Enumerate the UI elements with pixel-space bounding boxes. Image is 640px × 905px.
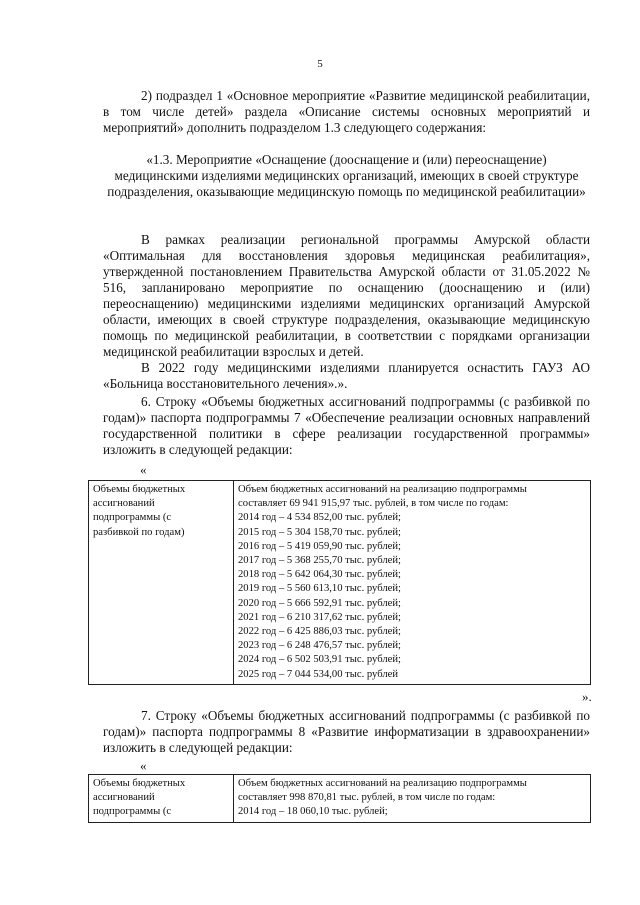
table-value-line: Объем бюджетных ассигнований на реализацию подпрограммы	[238, 484, 527, 495]
opening-quote-1: «	[140, 462, 147, 477]
item-2-paragraph: 2) подраздел 1 «Основное мероприятие «Развитие медицинской реабилитации, в том числе детей» раздела «Описание системы основных мероприятий и мероприятий» дополнить подразделом 1.3 следующего содержания:	[103, 88, 590, 135]
table-value-line: 2024 год – 6 502 503,91 тыс. рублей;	[238, 654, 401, 666]
table-value-line: 2025 год – 7 044 534,00 тыс. рублей	[238, 668, 399, 680]
table-value-line: 2017 год – 5 368 255,70 тыс. рублей;	[238, 555, 401, 567]
table-value-line: Объем бюджетных ассигнований на реализацию подпрограммы	[238, 778, 527, 789]
table-value-line: 2016 год – 5 419 059,90 тыс. рублей;	[238, 540, 401, 552]
table-value-cell	[234, 481, 591, 685]
table-row	[89, 481, 591, 685]
table-label-cell	[89, 481, 234, 685]
table-label-line: подпрограммы (с	[93, 806, 172, 818]
budget-table-subprogram-7	[88, 480, 591, 685]
closing-quote: ».	[582, 689, 592, 704]
table-value-line: 2014 год – 4 534 852,00 тыс. рублей;	[238, 512, 401, 524]
table-value-line: 2018 год – 5 642 064,30 тыс. рублей;	[238, 569, 401, 581]
table-value-line: 2020 год – 5 666 592,91 тыс. рублей;	[238, 597, 401, 609]
table-value-line: 2022 год – 6 425 886,03 тыс. рублей;	[238, 626, 401, 638]
item-7-paragraph: 7. Строку «Объемы бюджетных ассигнований подпрограммы (с разбивкой по годам)» паспорта подпрограммы 8 «Развитие информатизации в здравоохранении» изложить в следующей редакции:	[103, 708, 590, 755]
table-row	[89, 775, 591, 823]
year-2022-paragraph: В 2022 году медицинскими изделиями планируется оснастить ГАУЗ АО «Больница восстановительного лечения».».	[103, 360, 590, 391]
table-label-line: разбивкой по годам)	[93, 526, 185, 538]
table-label-line: Объемы бюджетных	[93, 484, 186, 495]
table-label-line: ассигнований	[93, 792, 155, 804]
page-number: 5	[317, 58, 323, 70]
table-value-line: 2023 год – 6 248 476,57 тыс. рублей;	[238, 640, 401, 652]
table-label-line: подпрограммы (с	[93, 512, 172, 524]
table-value-line: 2014 год – 18 060,10 тыс. рублей;	[238, 806, 388, 818]
table-value-line: 2021 год – 6 210 317,62 тыс. рублей;	[238, 611, 401, 623]
section-1-3-title: «1.3. Мероприятие «Оснащение (дооснащение и (или) переоснащение) медицинскими изделиями медицинских организаций, имеющих в своей структуре подразделения, оказывающие медицинскую помощь по медицинской реабилитации»	[107, 152, 586, 199]
table-value-line: 2015 год – 5 304 158,70 тыс. рублей;	[238, 526, 401, 538]
table-label-line: ассигнований	[93, 498, 155, 510]
table-value-cell	[234, 775, 591, 823]
item-6-paragraph: 6. Строку «Объемы бюджетных ассигнований подпрограммы (с разбивкой по годам)» паспорта подпрограммы 7 «Обеспечение реализации основных направлений государственной политики в сфере реализации государственной программы» изложить в следующей редакции:	[103, 394, 590, 457]
table-value-line: 2019 год – 5 560 613,10 тыс. рублей;	[238, 583, 401, 595]
table-label-line: Объемы бюджетных	[93, 778, 186, 789]
table-value-line: составляет 998 870,81 тыс. рублей, в том числе по годам:	[238, 792, 496, 804]
table-label-cell	[89, 775, 234, 823]
budget-table-subprogram-8	[88, 774, 591, 823]
table-value-line: составляет 69 941 915,97 тыс. рублей, в том числе по годам:	[238, 498, 509, 510]
program-paragraph: В рамках реализации региональной программы Амурской области «Оптимальная для восстановления здоровья медицинская реабилитация», утвержденной постановлением Правительства Амурской области от 31.05.2022 № 516, запланировано мероприятие по оснащению (дооснащению и (или) переоснащению) медицинскими изделиями медицинских организаций Амурской области, имеющих в своей структуре подразделения, оказывающие медицинскую помощь по медицинской реабилитации, в соответствии с порядками организации медицинской реабилитации взрослых и детей.	[103, 232, 590, 359]
opening-quote-2: «	[140, 758, 147, 773]
